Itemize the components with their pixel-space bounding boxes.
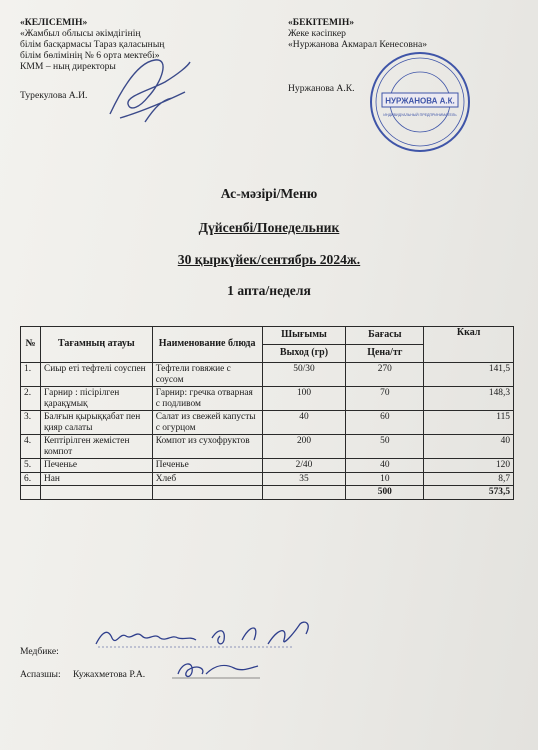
approval-right-heading: «БЕКІТЕМІН» <box>288 17 355 28</box>
approval-left-line: білім басқармасы Тараз қаласының <box>20 39 165 50</box>
dish-name-ru: Тефтели говяжие с соусом <box>152 363 262 387</box>
dish-kcal: 141,5 <box>424 363 514 387</box>
dish-price: 40 <box>346 459 424 473</box>
day-title: Дүйсенбі/Понедельник <box>198 220 340 235</box>
dish-price: 60 <box>346 411 424 435</box>
menu-title: Ас-мәзірі/Меню <box>220 186 318 201</box>
dish-name-ru: Гарнир: гречка отварная с подливом <box>152 387 262 411</box>
dish-output: 40 <box>262 411 346 435</box>
cook-label: Аспазшы: <box>20 669 61 680</box>
col-header-out-ru: Выход (гр) <box>262 345 346 363</box>
col-header-name-ru: Наименование блюда <box>152 327 262 363</box>
approval-right-line: «Нуржанова Акмарал Кенесовна» <box>288 39 428 50</box>
col-header-out-kz: Шығымы <box>262 327 346 345</box>
table-row <box>21 411 514 435</box>
table-row <box>21 435 514 459</box>
col-header-num: № <box>21 327 41 363</box>
table-row <box>21 363 514 387</box>
medic-label: Медбике: <box>20 646 59 657</box>
dish-price: 70 <box>346 387 424 411</box>
dish-output: 100 <box>262 387 346 411</box>
dish-name-ru: Салат из свежей капусты с огурцом <box>152 411 262 435</box>
dish-kcal: 115 <box>424 411 514 435</box>
col-header-kcal: Ккал <box>424 327 514 363</box>
row-num: 6. <box>21 472 41 486</box>
table-row <box>21 387 514 411</box>
approval-right-line: Жеке кәсіпкер <box>288 28 346 39</box>
date-title: 30 қыркүйек/сентябрь 2024ж. <box>177 252 361 267</box>
dish-price: 10 <box>346 472 424 486</box>
dish-output: 2/40 <box>262 459 346 473</box>
medic-signature <box>92 614 332 654</box>
row-num: 5. <box>21 459 41 473</box>
week-title: 1 апта/неделя <box>227 283 311 298</box>
menu-table <box>20 326 514 500</box>
col-header-price-kz: Бағасы <box>346 327 424 345</box>
dish-name-ru: Печенье <box>152 459 262 473</box>
stamp-sub-text: ИНДИВИДУАЛЬНЫЙ ПРЕДПРИНИМАТЕЛЬ <box>383 113 457 117</box>
cook-name: Кужахметова Р.А. <box>73 669 146 680</box>
row-num: 1. <box>21 363 41 387</box>
col-header-price-ru: Цена/тг <box>346 345 424 363</box>
dish-name-ru: Хлеб <box>152 472 262 486</box>
approval-left-line: КММ – ның директоры <box>20 61 116 72</box>
dish-name-ru: Компот из сухофруктов <box>152 435 262 459</box>
table-row <box>21 472 514 486</box>
stamp-center-text: НУРЖАНОВА А.К. <box>385 96 455 106</box>
dish-name-kz: Печенье <box>40 459 152 473</box>
totals-row <box>21 486 514 500</box>
cook-signature <box>172 654 262 686</box>
row-num: 3. <box>21 411 41 435</box>
company-stamp <box>368 50 472 154</box>
dish-kcal: 8,7 <box>424 472 514 486</box>
director-signature <box>100 52 195 127</box>
dish-name-kz: Кептірілген жемістен компот <box>40 435 152 459</box>
dish-kcal: 148,3 <box>424 387 514 411</box>
approval-left-line: білім бөлімінің № 6 орта мектебі» <box>20 50 160 61</box>
dish-name-kz: Гарнир : пісірілген қарақұмық <box>40 387 152 411</box>
cook-row <box>20 669 145 680</box>
approval-left-heading: «КЕЛІСЕМІН» <box>20 17 88 28</box>
col-header-name-kz: Тағамның атауы <box>40 327 152 363</box>
dish-price: 270 <box>346 363 424 387</box>
dish-name-kz: Балғын қырыққабат пен қияр салаты <box>40 411 152 435</box>
dish-output: 50/30 <box>262 363 346 387</box>
dish-name-kz: Сиыр еті тефтелі соуспен <box>40 363 152 387</box>
dish-kcal: 40 <box>424 435 514 459</box>
approval-right-signer: Нуржанова А.К. <box>288 83 355 94</box>
total-kcal: 573,5 <box>424 486 514 500</box>
dish-name-kz: Нан <box>40 472 152 486</box>
dish-price: 50 <box>346 435 424 459</box>
dish-kcal: 120 <box>424 459 514 473</box>
row-num: 2. <box>21 387 41 411</box>
table-row <box>21 459 514 473</box>
approval-left-line: «Жамбыл облысы әкімдігінің <box>20 28 141 39</box>
dish-output: 200 <box>262 435 346 459</box>
total-price: 500 <box>346 486 424 500</box>
row-num: 4. <box>21 435 41 459</box>
dish-output: 35 <box>262 472 346 486</box>
approval-left-signer: Турекулова А.И. <box>20 90 88 101</box>
